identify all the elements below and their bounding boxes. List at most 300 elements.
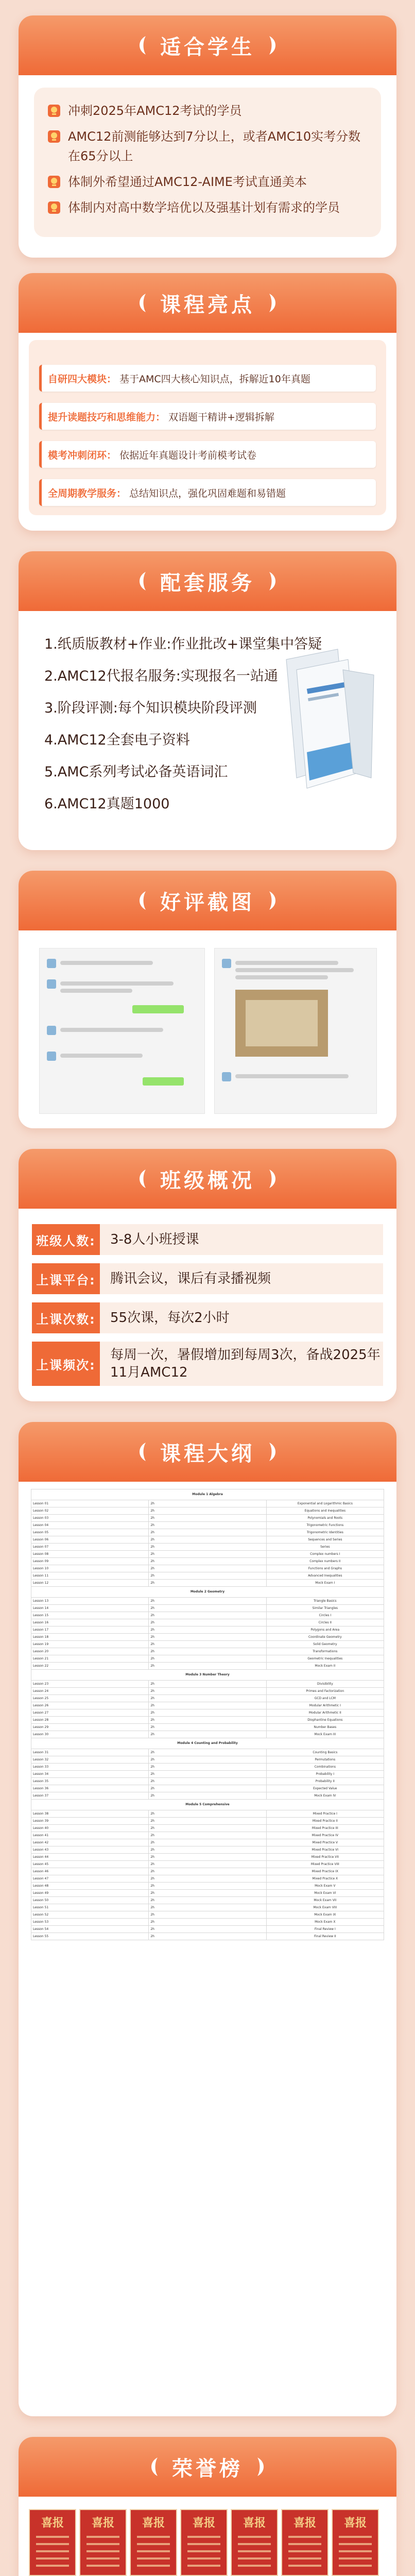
outline-hours: 2h	[149, 1529, 266, 1536]
outline-lesson: Lesson 24	[31, 1688, 149, 1695]
highlight-row	[39, 403, 376, 430]
outline-row	[31, 1688, 384, 1695]
outline-topic: Probability II	[266, 1778, 384, 1785]
audience-item	[46, 101, 369, 121]
textbook-image	[276, 639, 379, 793]
leaf-icon	[135, 292, 149, 314]
outline-topic: Trigonometric Identities	[266, 1529, 384, 1536]
outline-hours: 2h	[149, 1818, 266, 1825]
outline-row	[31, 1702, 384, 1709]
outline-hours: 2h	[149, 1655, 266, 1663]
highlight-key: 自研四大模块：	[48, 373, 117, 385]
outline-lesson: Lesson 10	[31, 1565, 149, 1572]
honors-card	[19, 2437, 396, 2576]
outline-hours: 2h	[149, 1825, 266, 1832]
outline-row	[31, 1572, 384, 1580]
reviews-header	[19, 871, 396, 930]
outline-row	[31, 1818, 384, 1825]
overview-value: 腾讯会议，课后有录播视频	[100, 1263, 383, 1294]
service-item: 2.AMC12代报名服务:实现报名一站通	[44, 668, 278, 684]
highlights-card	[19, 273, 396, 531]
outline-lesson: Lesson 25	[31, 1695, 149, 1702]
honor-poster-line	[137, 2557, 170, 2560]
outline-topic: Complex numbers I	[266, 1551, 384, 1558]
outline-hours: 2h	[149, 1846, 266, 1854]
outline-lesson: Lesson 30	[31, 1731, 149, 1738]
outline-hours: 2h	[149, 1544, 266, 1551]
outline-hours: 2h	[149, 1756, 266, 1764]
outline-row	[31, 1724, 384, 1731]
leaf-icon	[266, 1167, 280, 1190]
services-title: 配套服务	[160, 571, 255, 595]
outline-lesson: Lesson 21	[31, 1655, 149, 1663]
honor-poster-line	[238, 2557, 271, 2560]
outline-title: 课程大纲	[160, 1442, 255, 1466]
honor-poster-line	[339, 2543, 372, 2545]
outline-hours: 2h	[149, 1861, 266, 1868]
outline-card	[19, 1422, 396, 2416]
outline-topic: Mixed Practice III	[266, 1825, 384, 1832]
outline-lesson: Lesson 44	[31, 1854, 149, 1861]
leaf-icon	[254, 2455, 268, 2478]
outline-topic: Mock Exam VIII	[266, 1904, 384, 1911]
outline-lesson: Lesson 55	[31, 1933, 149, 1940]
outline-row	[31, 1846, 384, 1854]
outline-row	[31, 1919, 384, 1926]
highlight-row	[39, 365, 376, 392]
outline-hours: 2h	[149, 1771, 266, 1778]
outline-hours: 2h	[149, 1641, 266, 1648]
outline-hours: 2h	[149, 1792, 266, 1800]
honor-poster-line	[187, 2543, 220, 2545]
outline-row	[31, 1897, 384, 1904]
outline-lesson: Lesson 07	[31, 1544, 149, 1551]
honor-poster-line	[137, 2550, 170, 2552]
outline-lesson: Lesson 45	[31, 1861, 149, 1868]
honor-poster-line	[238, 2550, 271, 2552]
outline-topic: Mock Exam IX	[266, 1911, 384, 1919]
honor-poster-line	[238, 2543, 271, 2545]
outline-row	[31, 1536, 384, 1544]
outline-hours: 2h	[149, 1764, 266, 1771]
honors-header	[19, 2437, 396, 2497]
outline-row	[31, 1717, 384, 1724]
overview-title: 班级概况	[160, 1168, 255, 1193]
reviews-title: 好评截图	[160, 890, 255, 914]
outline-hours: 2h	[149, 1890, 266, 1897]
outline-row	[31, 1731, 384, 1738]
outline-lesson: Lesson 46	[31, 1868, 149, 1875]
outline-lesson: Lesson 11	[31, 1572, 149, 1580]
review-screenshot	[214, 948, 377, 1114]
outline-hours: 2h	[149, 1778, 266, 1785]
outline-hours: 2h	[149, 1612, 266, 1619]
honor-poster-heading: 喜报	[41, 2516, 64, 2530]
honor-poster-line	[36, 2550, 69, 2552]
outline-topic: Mixed Practice IX	[266, 1868, 384, 1875]
outline-row	[31, 1875, 384, 1883]
outline-lesson: Lesson 54	[31, 1926, 149, 1933]
outline-lesson: Lesson 20	[31, 1648, 149, 1655]
outline-lesson: Lesson 17	[31, 1626, 149, 1634]
outline-topic: Mixed Practice V	[266, 1839, 384, 1846]
audience-item	[46, 172, 369, 192]
outline-hours: 2h	[149, 1565, 266, 1572]
outline-lesson: Lesson 29	[31, 1724, 149, 1731]
outline-hours: 2h	[149, 1605, 266, 1612]
outline-row	[31, 1605, 384, 1612]
highlight-key: 提升读题技巧和思维能力：	[48, 411, 166, 423]
outline-hours: 2h	[149, 1634, 266, 1641]
outline-hours: 2h	[149, 1785, 266, 1792]
honor-poster-line	[238, 2565, 271, 2567]
leaf-icon	[266, 1440, 280, 1463]
outline-topic: Mixed Practice VIII	[266, 1861, 384, 1868]
audience-text: AMC12前测能够达到7分以上，或者AMC10实考分数在65分以上	[68, 129, 361, 163]
outline-lesson: Lesson 37	[31, 1792, 149, 1800]
outline-topic: Primes and Factorization	[266, 1688, 384, 1695]
outline-module-row	[31, 1800, 384, 1810]
honor-poster-line	[288, 2543, 321, 2545]
outline-row	[31, 1854, 384, 1861]
service-item: 6.AMC12真题1000	[44, 796, 170, 812]
honor-poster	[332, 2509, 379, 2576]
outline-row	[31, 1655, 384, 1663]
service-item: 5.AMC系列考试必备英语词汇	[44, 764, 228, 780]
outline-row	[31, 1883, 384, 1890]
outline-hours: 2h	[149, 1717, 266, 1724]
outline-lesson: Lesson 09	[31, 1558, 149, 1565]
outline-row	[31, 1933, 384, 1940]
outline-hours: 2h	[149, 1868, 266, 1875]
outline-lesson: Lesson 03	[31, 1515, 149, 1522]
outline-lesson: Lesson 26	[31, 1702, 149, 1709]
outline-module-row	[31, 1587, 384, 1598]
outline-hours: 2h	[149, 1702, 266, 1709]
outline-topic: Polygons and Area	[266, 1626, 384, 1634]
outline-row	[31, 1500, 384, 1507]
outline-lesson: Lesson 32	[31, 1756, 149, 1764]
honor-poster-line	[187, 2565, 220, 2567]
outline-hours: 2h	[149, 1709, 266, 1717]
honor-poster-heading: 喜报	[142, 2516, 165, 2530]
outline-hours: 2h	[149, 1551, 266, 1558]
outline-module-row	[31, 1738, 384, 1749]
outline-row	[31, 1785, 384, 1792]
leaf-icon	[266, 292, 280, 314]
leaf-icon	[135, 34, 149, 57]
outline-row	[31, 1619, 384, 1626]
honor-poster	[180, 2509, 228, 2576]
outline-row	[31, 1764, 384, 1771]
outline-row	[31, 1861, 384, 1868]
outline-topic: Mock Exam VII	[266, 1897, 384, 1904]
honor-poster-line	[288, 2557, 321, 2560]
outline-row	[31, 1663, 384, 1670]
service-item: 4.AMC12全套电子资料	[44, 732, 190, 748]
outline-row	[31, 1911, 384, 1919]
outline-topic: Mixed Practice X	[266, 1875, 384, 1883]
honor-poster-line	[187, 2557, 220, 2560]
highlight-key: 模考冲刺闭环：	[48, 449, 117, 461]
highlight-value: 双语题干精讲+逻辑拆解	[168, 411, 274, 423]
outline-lesson: Lesson 42	[31, 1839, 149, 1846]
outline-topic: Sequences and Series	[266, 1536, 384, 1544]
honor-poster-line	[36, 2536, 69, 2538]
overview-key: 上课次数:	[32, 1302, 100, 1333]
outline-topic: Diophantine Equations	[266, 1717, 384, 1724]
outline-hours: 2h	[149, 1731, 266, 1738]
outline-module-header: Module 3 Number Theory	[31, 1670, 384, 1681]
outline-lesson: Lesson 34	[31, 1771, 149, 1778]
outline-hours: 2h	[149, 1911, 266, 1919]
outline-row	[31, 1904, 384, 1911]
outline-hours: 2h	[149, 1580, 266, 1587]
honor-poster-line	[339, 2565, 372, 2567]
outline-topic: Mock Exam V	[266, 1883, 384, 1890]
outline-topic: Mixed Practice VI	[266, 1846, 384, 1854]
honor-poster-line	[36, 2565, 69, 2567]
overview-row	[32, 1342, 383, 1386]
outline-lesson: Lesson 19	[31, 1641, 149, 1648]
highlight-value: 依据近年真题设计考前模考试卷	[119, 449, 257, 461]
honor-poster-heading: 喜报	[293, 2516, 316, 2530]
honor-poster-line	[187, 2550, 220, 2552]
outline-lesson: Lesson 49	[31, 1890, 149, 1897]
outline-lesson: Lesson 13	[31, 1598, 149, 1605]
highlight-value: 总结知识点，强化巩固难题和易错题	[129, 487, 286, 499]
overview-card	[19, 1149, 396, 1401]
honor-poster-line	[238, 2536, 271, 2538]
outline-topic: Circles II	[266, 1619, 384, 1626]
outline-hours: 2h	[149, 1648, 266, 1655]
outline-row	[31, 1709, 384, 1717]
outline-topic: GCD and LCM	[266, 1695, 384, 1702]
outline-topic: Polynomials and Roots	[266, 1515, 384, 1522]
outline-topic: Coordinate Geometry	[266, 1634, 384, 1641]
outline-hours: 2h	[149, 1854, 266, 1861]
trophy-icon	[46, 174, 62, 190]
honor-poster-line	[87, 2536, 119, 2538]
honor-poster-line	[36, 2543, 69, 2545]
outline-topic: Mock Exam X	[266, 1919, 384, 1926]
outline-topic: Geometric Inequalities	[266, 1655, 384, 1663]
outline-lesson: Lesson 15	[31, 1612, 149, 1619]
overview-key: 班级人数:	[32, 1224, 100, 1255]
outline-row	[31, 1515, 384, 1522]
outline-hours: 2h	[149, 1500, 266, 1507]
outline-hours: 2h	[149, 1926, 266, 1933]
outline-hours: 2h	[149, 1724, 266, 1731]
outline-row	[31, 1641, 384, 1648]
highlights-title: 课程亮点	[160, 293, 255, 317]
honor-poster	[79, 2509, 127, 2576]
outline-lesson: Lesson 41	[31, 1832, 149, 1839]
highlight-key: 全周期教学服务：	[48, 487, 127, 499]
outline-hours: 2h	[149, 1619, 266, 1626]
outline-topic: Equations and Inequalities	[266, 1507, 384, 1515]
outline-hours: 2h	[149, 1522, 266, 1529]
outline-lesson: Lesson 14	[31, 1605, 149, 1612]
outline-hours: 2h	[149, 1626, 266, 1634]
outline-lesson: Lesson 04	[31, 1522, 149, 1529]
outline-topic: Series	[266, 1544, 384, 1551]
outline-row	[31, 1756, 384, 1764]
audience-text: 体制内对高中数学培优以及强基计划有需求的学员	[68, 200, 340, 215]
honor-poster-line	[87, 2543, 119, 2545]
outline-row	[31, 1522, 384, 1529]
outline-row	[31, 1890, 384, 1897]
outline-hours: 2h	[149, 1832, 266, 1839]
honor-poster-line	[137, 2565, 170, 2567]
honor-poster-line	[137, 2536, 170, 2538]
trophy-icon	[46, 129, 62, 144]
honor-poster-line	[288, 2565, 321, 2567]
outline-row	[31, 1612, 384, 1619]
outline-row	[31, 1832, 384, 1839]
overview-row	[32, 1302, 383, 1333]
outline-lesson: Lesson 27	[31, 1709, 149, 1717]
audience-item	[46, 127, 369, 166]
outline-topic: Mixed Practice IV	[266, 1832, 384, 1839]
outline-topic: Mock Exam II	[266, 1663, 384, 1670]
outline-topic: Mock Exam VI	[266, 1890, 384, 1897]
outline-topic: Number Bases	[266, 1724, 384, 1731]
outline-lesson: Lesson 50	[31, 1897, 149, 1904]
honor-poster-heading: 喜报	[192, 2516, 215, 2530]
outline-lesson: Lesson 05	[31, 1529, 149, 1536]
honor-poster-line	[87, 2565, 119, 2567]
outline-hours: 2h	[149, 1536, 266, 1544]
outline-topic: Circles I	[266, 1612, 384, 1619]
outline-lesson: Lesson 51	[31, 1904, 149, 1911]
outline-topic: Solid Geometry	[266, 1641, 384, 1648]
trophy-icon	[46, 200, 62, 215]
honor-poster-line	[187, 2536, 220, 2538]
outline-hours: 2h	[149, 1598, 266, 1605]
outline-hours: 2h	[149, 1839, 266, 1846]
overview-row	[32, 1224, 383, 1255]
trophy-icon	[46, 103, 62, 118]
outline-row	[31, 1626, 384, 1634]
outline-hours: 2h	[149, 1572, 266, 1580]
honors-title: 荣誉榜	[172, 2456, 243, 2481]
outline-lesson: Lesson 52	[31, 1911, 149, 1919]
highlight-value: 基于AMC四大核心知识点，拆解近10年真题	[119, 373, 310, 385]
audience-item	[46, 198, 369, 217]
leaf-icon	[147, 2455, 161, 2478]
outline-topic: Triangle Basics	[266, 1598, 384, 1605]
outline-lesson: Lesson 16	[31, 1619, 149, 1626]
outline-topic: Exponential and Logarithmic Basics	[266, 1500, 384, 1507]
outline-row	[31, 1771, 384, 1778]
audience-list	[34, 88, 381, 237]
outline-row	[31, 1749, 384, 1756]
outline-topic: Modular Arithmetic II	[266, 1709, 384, 1717]
outline-lesson: Lesson 35	[31, 1778, 149, 1785]
highlight-row	[39, 479, 376, 506]
leaf-icon	[266, 34, 280, 57]
outline-hours: 2h	[149, 1663, 266, 1670]
honor-poster-line	[288, 2550, 321, 2552]
honor-poster	[281, 2509, 328, 2576]
outline-row	[31, 1551, 384, 1558]
outline-row	[31, 1810, 384, 1818]
overview-key: 上课频次:	[32, 1342, 100, 1386]
outline-topic: Mixed Practice II	[266, 1818, 384, 1825]
outline-topic: Final Review I	[266, 1926, 384, 1933]
outline-table-wrap	[31, 1489, 384, 2404]
outline-hours: 2h	[149, 1883, 266, 1890]
outline-module-header: Module 4 Counting and Probability	[31, 1738, 384, 1749]
outline-lesson: Lesson 01	[31, 1500, 149, 1507]
outline-lesson: Lesson 43	[31, 1846, 149, 1854]
outline-topic: Expected Value	[266, 1785, 384, 1792]
outline-row	[31, 1529, 384, 1536]
outline-topic: Transformations	[266, 1648, 384, 1655]
outline-hours: 2h	[149, 1904, 266, 1911]
outline-hours: 2h	[149, 1688, 266, 1695]
outline-topic: Modular Arithmetic I	[266, 1702, 384, 1709]
outline-lesson: Lesson 48	[31, 1883, 149, 1890]
outline-topic: Similar Triangles	[266, 1605, 384, 1612]
outline-module-row	[31, 1670, 384, 1681]
outline-row	[31, 1565, 384, 1572]
outline-topic: Mock Exam IV	[266, 1792, 384, 1800]
outline-topic: Trigonometric Functions	[266, 1522, 384, 1529]
outline-topic: Permutations	[266, 1756, 384, 1764]
honor-poster-line	[288, 2536, 321, 2538]
outline-hours: 2h	[149, 1919, 266, 1926]
honor-poster-line	[339, 2550, 372, 2552]
leaf-icon	[135, 1440, 149, 1463]
outline-lesson: Lesson 23	[31, 1681, 149, 1688]
overview-key: 上课平台:	[32, 1263, 100, 1294]
audience-text: 体制外希望通过AMC12-AIME考试直通美本	[68, 175, 307, 189]
service-item: 1.纸质版教材+作业:作业批改+课堂集中答疑	[44, 636, 322, 652]
honor-poster-line	[36, 2557, 69, 2560]
outline-header	[19, 1422, 396, 1482]
overview-value: 每周一次，暑假增加到每周3次，备战2025年11月AMC12	[100, 1342, 383, 1386]
outline-topic: Complex numbers II	[266, 1558, 384, 1565]
outline-row	[31, 1825, 384, 1832]
outline-lesson: Lesson 33	[31, 1764, 149, 1771]
outline-lesson: Lesson 47	[31, 1875, 149, 1883]
outline-row	[31, 1792, 384, 1800]
outline-hours: 2h	[149, 1507, 266, 1515]
outline-lesson: Lesson 31	[31, 1749, 149, 1756]
outline-hours: 2h	[149, 1897, 266, 1904]
outline-lesson: Lesson 02	[31, 1507, 149, 1515]
outline-lesson: Lesson 18	[31, 1634, 149, 1641]
outline-row	[31, 1681, 384, 1688]
outline-row	[31, 1544, 384, 1551]
outline-row	[31, 1778, 384, 1785]
audience-text: 冲刺2025年AMC12考试的学员	[68, 104, 242, 118]
honor-poster-heading: 喜报	[243, 2516, 266, 2530]
outline-lesson: Lesson 36	[31, 1785, 149, 1792]
highlights-header	[19, 273, 396, 333]
outline-hours: 2h	[149, 1558, 266, 1565]
outline-hours: 2h	[149, 1515, 266, 1522]
honor-poster-line	[339, 2536, 372, 2538]
outline-hours: 2h	[149, 1695, 266, 1702]
overview-row	[32, 1263, 383, 1294]
outline-lesson: Lesson 22	[31, 1663, 149, 1670]
outline-row	[31, 1580, 384, 1587]
outline-row	[31, 1868, 384, 1875]
leaf-icon	[135, 889, 149, 912]
